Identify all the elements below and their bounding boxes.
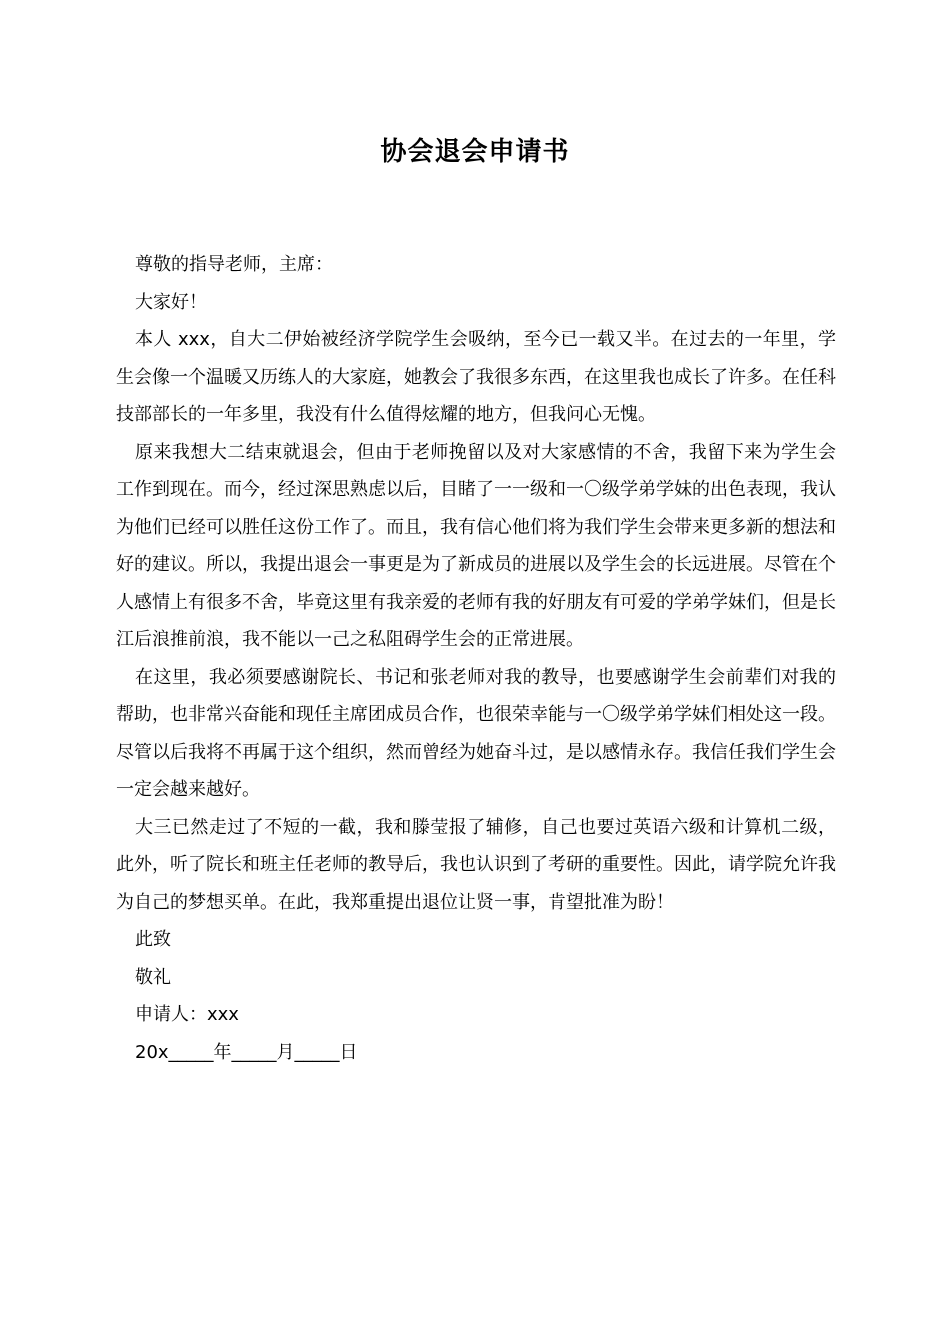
closing-salute: 敬礼	[135, 966, 171, 988]
greeting: 大家好！	[135, 291, 207, 313]
paragraph-1: 本人 xxx，自大二伊始被经济学院学生会吸纳，至今已一载又半。在过去的一年里，学生会像一个温暖又历练人的大家庭，她教会了我很多东西，在这里我也成长了许多。在任科技部部长的一年多里，我没有什么值得炫耀的地方，但我问心无愧。	[116, 329, 836, 425]
paragraph-2: 原来我想大二结束就退会，但由于老师挽留以及对大家感情的不舍，我留下来为学生会工作到现在。而今，经过深思熟虑以后，目睹了一一级和一〇级学弟学妹的出色表现，我认为他们已经可以胜任这份工作了。而且，我有信心他们将为我们学生会带来更多新的想法和好的建议。所以，我提出退会一事更是为了新成员的进展以及学生会的长远进展。尽管在个人感情上有很多不舍，毕竟这里有我亲爱的老师有我的好朋友有可爱的学弟学妹们，但是长江后浪推前浪，我不能以一己之私阻碍学生会的正常进展。	[116, 441, 836, 650]
salutation: 尊敬的指导老师，主席：	[135, 254, 333, 275]
closing-regards: 此致	[135, 929, 171, 950]
date-line: 20x_____年_____月_____日	[135, 1041, 358, 1063]
page-title: 协会退会申请书	[380, 137, 570, 167]
applicant-line: 申请人：xxx	[135, 1004, 239, 1025]
paragraph-3: 在这里，我必须要感谢院长、书记和张老师对我的教导，也要感谢学生会前辈们对我的帮助，也非常兴奋能和现任主席团成员合作，也很荣幸能与一〇级学弟学妹们相处这一段。尽管以后我将不再属于这个组织，然而曾经为她奋斗过，是以感情永存。我信任我们学生会一定会越来越好。	[116, 666, 836, 800]
paragraph-4: 大三已然走过了不短的一截，我和滕莹报了辅修，自己也要过英语六级和计算机二级，此外，听了院长和班主任老师的教导后，我也认识到了考研的重要性。因此，请学院允许我为自己的梦想买单。在此，我郑重提出退位让贤一事，肯望批准为盼！	[116, 816, 836, 913]
letter-body	[116, 246, 836, 1071]
